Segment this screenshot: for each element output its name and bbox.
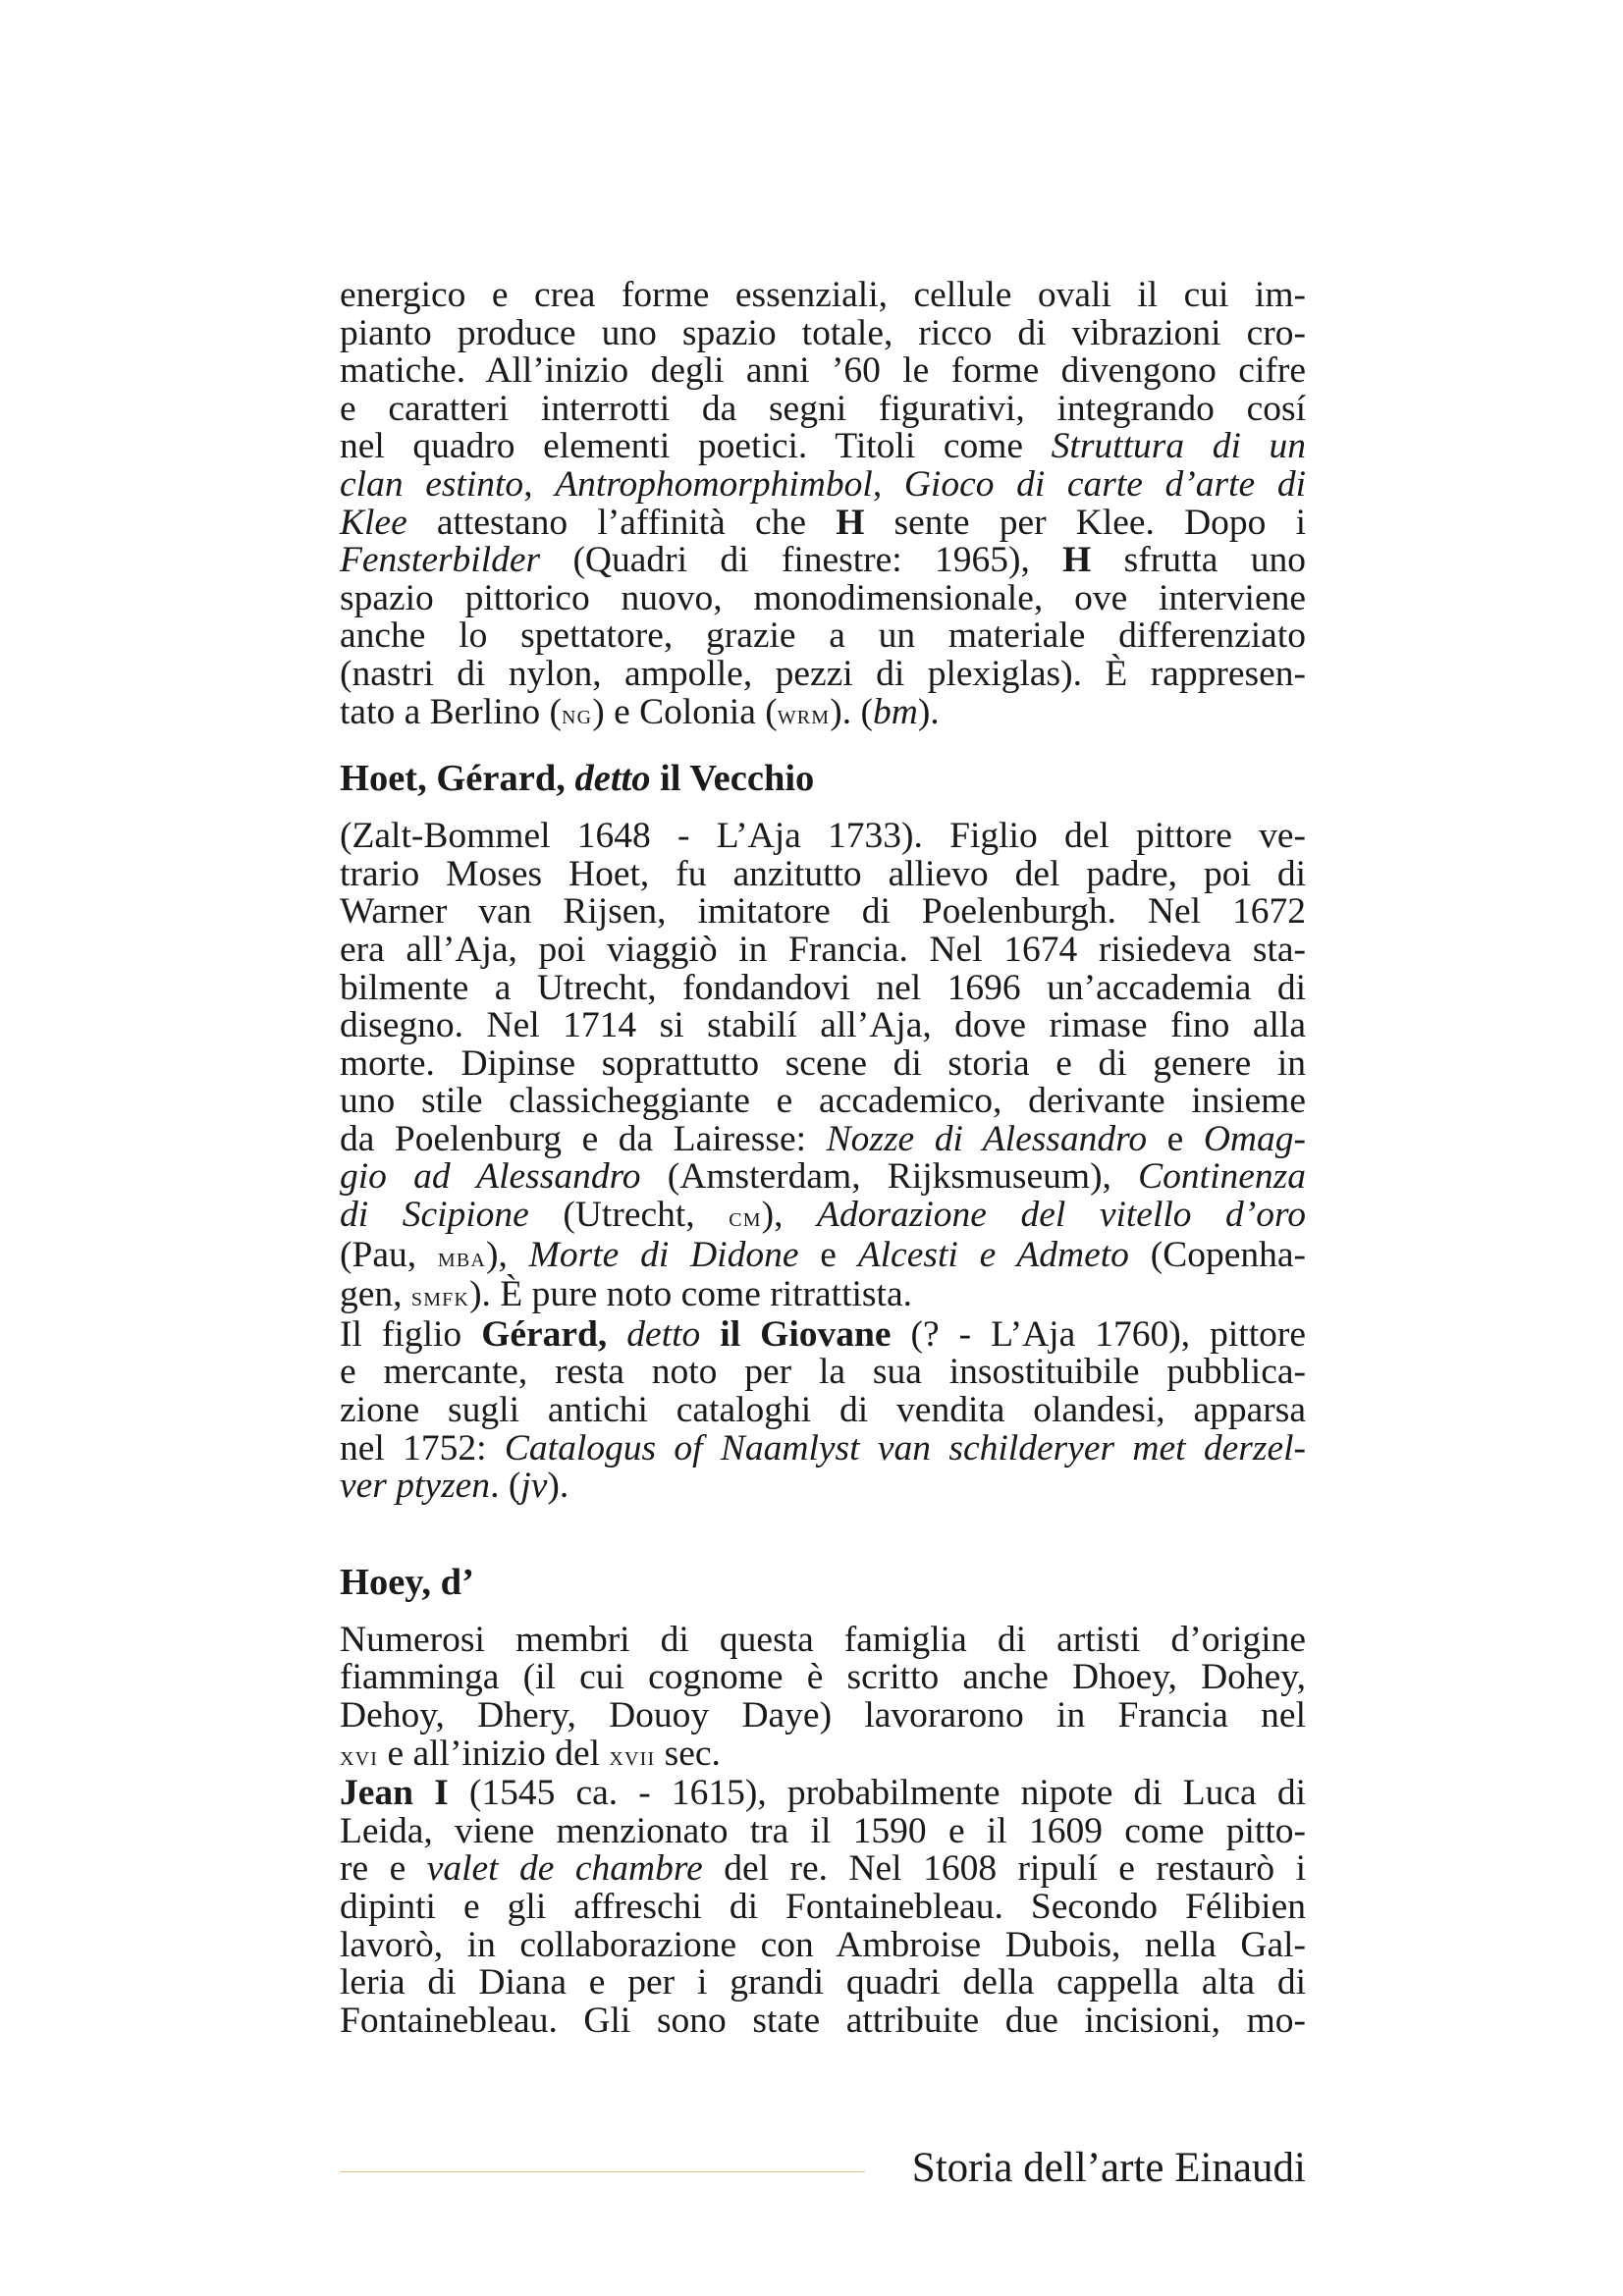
text-run: nel 1752: [340,1427,505,1468]
text-run: fiamminga (il cui cognome è scritto anche Dhoey, Dohey, [340,1657,1306,1698]
text-line [340,1007,1306,1045]
text-line [340,1810,1306,1851]
text-line [340,312,1306,353]
text-run: Continenza [1138,1156,1306,1198]
text-line [340,1197,1306,1237]
text-line [340,1354,1306,1392]
abbreviation: smfk [410,1281,470,1313]
text-run: di Scipione [340,1195,529,1236]
text-line [340,1619,1306,1660]
text-run: H [836,502,865,543]
text-run: e [1147,1118,1204,1159]
abbreviation: xvi [340,1739,379,1772]
text-run: bilmente a Utrecht, fondandovi nel 1696 un’accademia di [340,967,1306,1008]
text-line [340,352,1306,391]
text-run: (Pau, [340,1234,438,1275]
text-run: Hoey, d’ [340,1561,474,1603]
text-run: attestano l’affinità che [406,502,837,543]
text-line [340,502,1306,543]
text-run: da Poelenburg e da Lairesse: [340,1118,827,1159]
text-line [340,1468,1306,1506]
text-line [340,2002,1306,2041]
text-run: detto [626,1313,701,1355]
text-run [700,1314,720,1355]
text-line [340,1118,1306,1159]
entry-heading-hoet [340,759,1306,798]
text-run: trario Moses Hoet, fu anzitutto allievo del padre, poi di [340,853,1306,894]
text-line [340,463,1306,505]
text-line [340,277,1306,315]
text-run: Gérard, [481,1313,608,1355]
page-body [340,277,1306,2040]
text-line [340,617,1306,656]
text-run: (1545 ca. - 1615), probabilmente nipote di Luca di [448,1773,1306,1814]
text-line [340,1158,1306,1197]
text-line [340,1659,1306,1697]
text-line [340,1775,1306,1813]
text-run: uno stile classicheggiante e accademico, derivante insieme [340,1081,1306,1122]
text-run: Klee [340,502,407,543]
text-run: Il figlio [340,1313,482,1355]
text-run: pianto produce uno spazio totale, ricco di vibrazioni cro- [340,312,1306,353]
text-run: sente per Klee. Dopo i [864,502,1306,543]
text-run: Gioco di carte d’arte di [903,463,1306,505]
text-line [340,893,1306,932]
text-run [607,1314,626,1355]
text-run: Catalogus of Naamlyst van schilderyer met derzel- [504,1427,1306,1468]
text-run: Fontainebleau. Gli sono state attribuite due incisioni, mo- [340,2000,1306,2041]
text-run: Leida, viene menzionato tra il 1590 e il 1609 come pitto- [340,1810,1306,1851]
text-line [340,1313,1307,1355]
text-run: matiche. All’inizio degli anni ’60 le forme divengono cifre [340,350,1306,392]
text-run: Struttura di un [1051,426,1306,467]
text-run: bm [872,691,918,732]
text-run: (? - L’Aja 1760), pittore [891,1313,1307,1355]
paragraph-continuation [340,277,1306,733]
entry-heading-hoey [340,1563,1306,1602]
text-run: Fensterbilder [340,540,541,581]
text-line [340,853,1306,894]
text-run: era all’Aja, poi viaggiò in Francia. Nel 1674 risiedeva sta- [340,929,1306,970]
text-run: nel quadro elementi poetici. Titoli come [340,426,1052,467]
text-run: gen, [340,1274,411,1315]
text-run: il Vecchio [650,758,815,800]
text-run: re e [340,1848,427,1890]
text-line [340,691,1306,734]
text-line [340,818,1306,856]
text-run: ). [547,1466,569,1507]
text-run: ), [761,1195,818,1236]
text-run: tato a Berlino ( [340,691,562,732]
text-run: , [523,463,556,505]
text-run: anche lo spettatore, grazie a un materiale differenziato [340,615,1306,657]
text-run: e caratteri interrotti da segni figurativi, integrando cosí [340,388,1306,429]
text-run: ) e Colonia ( [592,691,778,732]
paragraph-hoet-biography [340,818,1306,1316]
text-run: Warner van Rijsen, imitatore di Poelenburgh. Nel 1672 [340,891,1306,933]
text-run: detto [574,758,651,800]
text-line [340,1964,1306,2002]
text-run: Adorazione del vitello d’oro [817,1195,1306,1236]
text-line [340,1042,1306,1084]
text-run: (Copenha- [1128,1234,1306,1275]
text-line [340,542,1306,580]
text-run: ). ( [830,691,873,732]
text-run: gio ad Alessandro [340,1156,641,1198]
text-run: del re. Nel 1608 ripulí e restaurò i [702,1848,1307,1890]
text-run: ). È pure noto come ritrattista. [469,1274,912,1315]
text-run: (Quadri di finestre: 1965), [540,540,1063,581]
text-run: . ( [490,1466,521,1507]
text-line [340,1083,1306,1121]
text-run: il Giovane [720,1313,892,1355]
text-run: morte. Dipinse soprattutto scene di storia e di genere in [340,1042,1306,1084]
text-run: valet de chambre [426,1848,703,1890]
abbreviation: mba [437,1241,486,1273]
text-line [340,1276,1306,1316]
text-run: e [798,1234,858,1275]
text-run: dipinti e gli affreschi di Fontainebleau. Secondo Félibien [340,1886,1306,1927]
text-line [340,428,1306,466]
text-run: spazio pittorico nuovo, monodimensionale, ove interviene [340,577,1306,618]
text-line [340,388,1306,429]
abbreviation: xvii [609,1739,656,1772]
text-run: e all’inizio del [378,1733,610,1774]
text-run: Omag- [1203,1118,1306,1159]
text-run: ). [917,691,940,732]
text-run: (Amsterdam, Rijksmuseum), [640,1156,1139,1198]
text-run: Numerosi membri di questa famiglia di artisti d’origine [340,1619,1306,1660]
text-line [340,1697,1306,1735]
paragraph-hoet-son [340,1313,1307,1507]
text-line [340,1427,1306,1468]
paragraph-jean-i [340,1775,1306,2040]
paragraph-hoey-family [340,1619,1306,1775]
text-line [340,1886,1306,1927]
text-run: Alcesti e Admeto [857,1234,1129,1275]
text-line [340,653,1306,694]
footer-title: Storia dell’arte Einaudi [911,2145,1306,2191]
text-run: (Zalt-Bommel 1648 - L’Aja 1733). Figlio del pittore ve- [340,816,1306,857]
text-run: Morte di Didone [528,1234,799,1275]
text-run: clan estinto [340,463,524,505]
text-run: , [872,463,904,505]
text-line [340,929,1306,970]
text-run: zione sugli antichi cataloghi di vendita olandesi, apparsa [340,1390,1306,1431]
text-run: disegno. Nel 1714 si stabilí all’Aja, dove rimase fino alla [340,1005,1306,1046]
text-run: e mercante, resta noto per la sua insostituibile pubblica- [340,1352,1306,1393]
text-run: ), [486,1234,529,1275]
text-line [340,1735,1306,1776]
text-line [340,1924,1306,1965]
text-run: (Utrecht, [528,1195,730,1236]
text-run: Hoet, Gérard, [340,758,575,800]
text-line [340,577,1306,618]
text-run: (nastri di nylon, ampolle, pezzi di plexiglas). È rappresen- [340,653,1306,694]
text-run: H [1062,540,1092,581]
text-run: ver ptyzen [340,1466,491,1507]
text-run: sfrutta uno [1091,540,1306,581]
text-line [340,1850,1306,1889]
text-run: energico e crea forme essenziali, cellule ovali il cui im- [340,275,1306,315]
text-run: Dehoy, Dhery, Douoy Daye) lavorarono in Francia nel [340,1695,1306,1735]
text-line [340,1234,1306,1277]
text-run: Jean I [340,1773,449,1814]
text-run: lavorò, in collaborazione con Ambroise Dubois, nella Gal- [340,1924,1306,1965]
text-line [340,967,1306,1008]
text-run: jv [520,1466,548,1507]
abbreviation: cm [729,1201,762,1234]
abbreviation: wrm [777,698,831,730]
text-run: leria di Diana e per i grandi quadri della cappella alta di [340,1962,1306,2003]
text-run: Nozze di Alessandro [826,1118,1148,1159]
text-run: Antrophomorphimbol [555,463,873,505]
text-line [340,1392,1306,1430]
text-run: sec. [655,1733,721,1774]
abbreviation: ng [561,698,593,730]
